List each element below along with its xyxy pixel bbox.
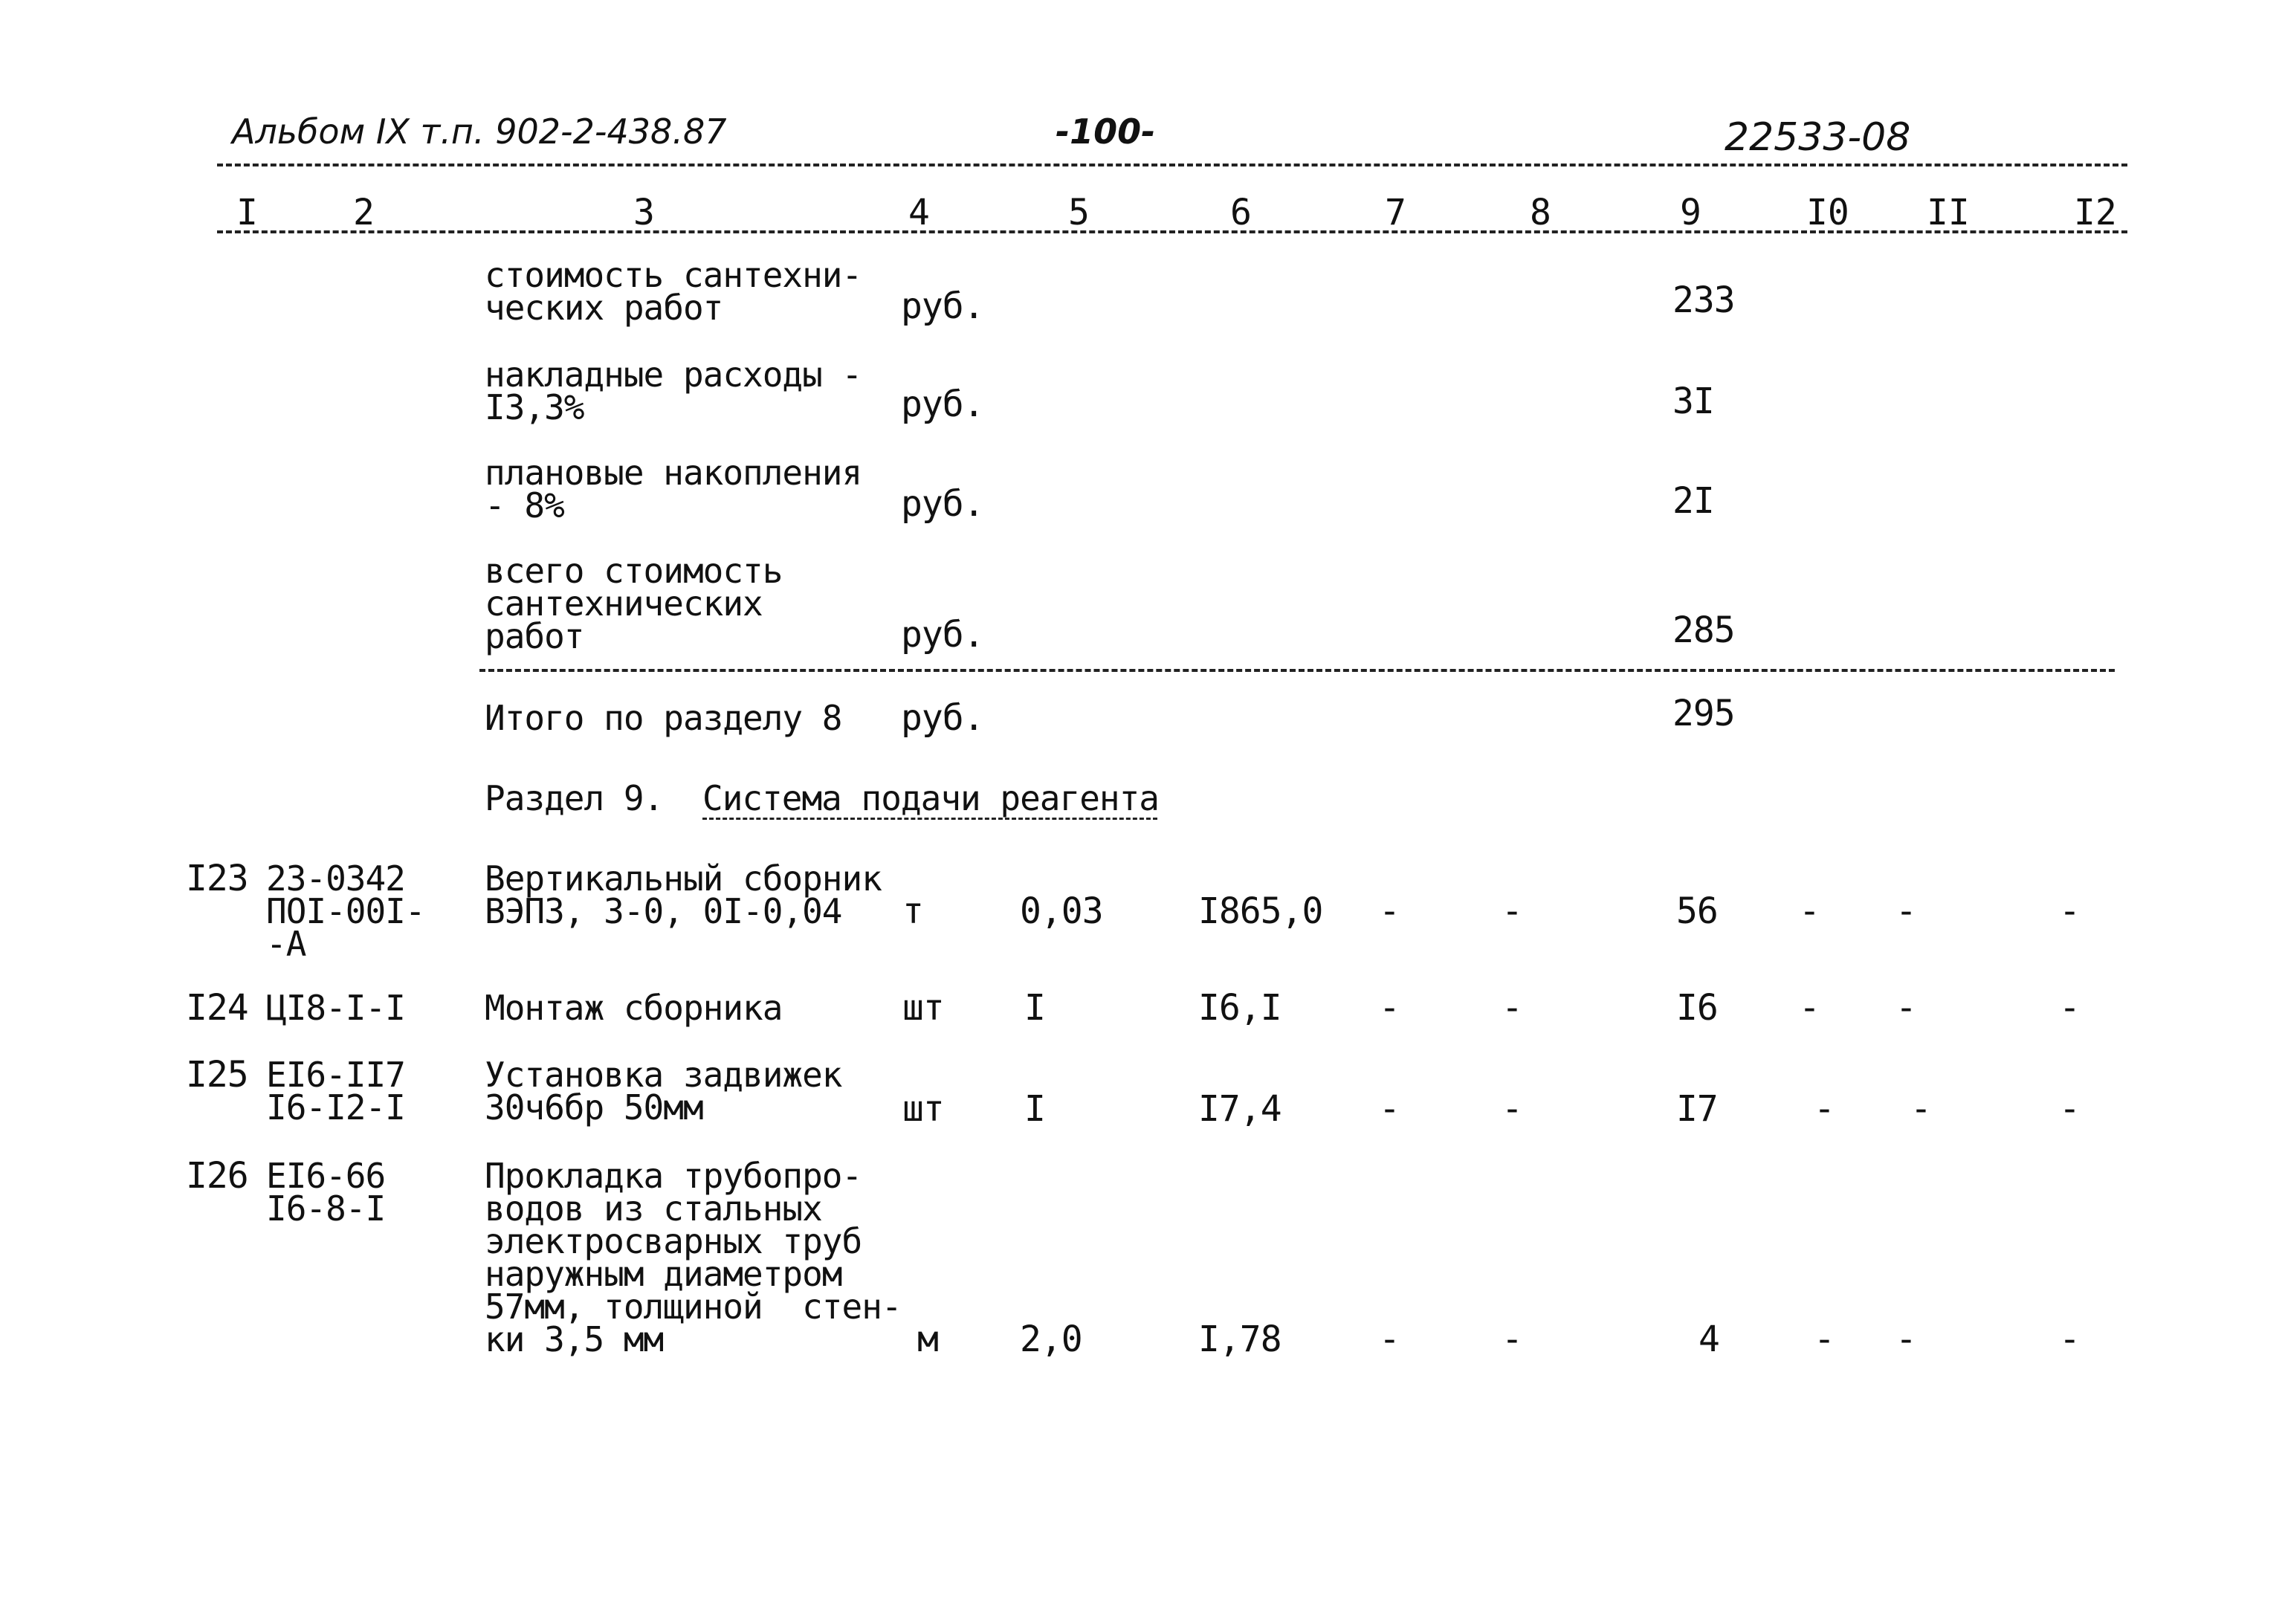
section-name-underline (702, 818, 1157, 820)
item-col10: - (1814, 1088, 1835, 1130)
item-number: I26 (186, 1155, 248, 1197)
summary-description: плановые накопления - 8% (485, 453, 862, 525)
item-col10: - (1799, 987, 1820, 1029)
item-col8: - (1502, 1319, 1522, 1360)
summary-description: стоимость сантехни- ческих работ (485, 255, 862, 328)
item-col10: - (1799, 890, 1820, 932)
item-unit: м (917, 1319, 938, 1360)
item-col12: - (2059, 1319, 2080, 1360)
item-col11: - (1895, 1319, 1916, 1360)
column-header: I0 (1806, 192, 1849, 233)
section-total-unit: руб. (901, 697, 984, 739)
item-col10: - (1814, 1319, 1835, 1360)
column-header: II (1927, 192, 1970, 233)
item-description: Установка задвижек 30ч6бр 50мм (485, 1055, 842, 1128)
column-header: 2 (353, 192, 375, 233)
column-header: 5 (1068, 192, 1090, 233)
item-code: 23-0342 ПОI-00I- -А (266, 858, 425, 964)
item-number: I25 (186, 1054, 248, 1096)
item-col12: - (2059, 987, 2080, 1029)
summary-unit: руб. (901, 483, 984, 525)
section-name: Система подачи реагента (702, 778, 1159, 818)
item-unit: шт (902, 987, 944, 1029)
item-col12: - (2059, 1088, 2080, 1130)
page-number: -100- (1056, 111, 1156, 152)
header-divider (217, 164, 2127, 166)
item-description: Монтаж сборника (485, 988, 783, 1028)
item-quantity: I (1024, 1088, 1045, 1130)
section-total-value: 295 (1672, 693, 1735, 734)
item-col7: - (1379, 890, 1400, 932)
item-total: I6 (1676, 987, 1718, 1029)
section-number: Раздел 9. (485, 778, 664, 818)
item-quantity: 0,03 (1020, 890, 1103, 932)
item-col8: - (1502, 1088, 1522, 1130)
item-col11: - (1910, 1088, 1931, 1130)
item-description: Вертикальный сборник ВЭПЗ, 3-0, 0I-0,04 (485, 858, 882, 931)
item-code: ЦI8-I-I (266, 988, 405, 1028)
column-header: I2 (2074, 192, 2117, 233)
item-code: ЕI6-66 I6-8-I (266, 1156, 386, 1229)
item-quantity: 2,0 (1020, 1319, 1082, 1360)
column-header: 4 (908, 192, 930, 233)
item-unit-price: I6,I (1198, 987, 1281, 1029)
item-description: Прокладка трубопро- водов из стальных электросварных труб наружным диаметром 57мм, толщиной стен- ки 3,5 мм (485, 1156, 902, 1359)
item-col7: - (1379, 1319, 1400, 1360)
summary-total: 233 (1672, 279, 1735, 321)
item-total: I7 (1676, 1088, 1718, 1130)
section-total-divider (479, 669, 2115, 672)
summary-description: всего стоимость сантехнических работ (485, 551, 783, 656)
summary-description: накладные расходы - I3,3% (485, 355, 862, 427)
column-header: 3 (633, 192, 655, 233)
item-number: I23 (186, 858, 248, 899)
item-col7: - (1379, 987, 1400, 1029)
item-total: 56 (1676, 890, 1718, 932)
item-col7: - (1379, 1088, 1400, 1130)
column-header: 7 (1385, 192, 1406, 233)
summary-unit: руб. (901, 384, 984, 425)
column-header: I (236, 192, 258, 233)
item-col11: - (1895, 890, 1916, 932)
column-header-divider (217, 230, 2127, 233)
column-header: 9 (1680, 192, 1701, 233)
item-col12: - (2059, 890, 2080, 932)
item-unit-price: I865,0 (1198, 890, 1323, 932)
item-col11: - (1895, 987, 1916, 1029)
item-number: I24 (186, 987, 248, 1029)
column-header: 8 (1530, 192, 1551, 233)
summary-unit: руб. (901, 614, 984, 656)
item-total: 4 (1698, 1319, 1719, 1360)
column-header: 6 (1230, 192, 1252, 233)
section-total-label: Итого по разделу 8 (485, 698, 842, 738)
item-col8: - (1502, 890, 1522, 932)
summary-total: 3I (1672, 381, 1714, 422)
item-col8: - (1502, 987, 1522, 1029)
item-unit: т (902, 890, 923, 932)
item-quantity: I (1024, 987, 1045, 1029)
document-code: 22533-08 (1725, 115, 1911, 160)
summary-total: 2I (1672, 480, 1714, 522)
item-unit-price: I7,4 (1198, 1088, 1281, 1130)
item-unit: шт (902, 1088, 944, 1130)
summary-unit: руб. (901, 285, 984, 327)
album-reference: Альбом IX т.п. 902-2-438.87 (232, 111, 727, 152)
summary-total: 285 (1672, 609, 1735, 651)
item-unit-price: I,78 (1198, 1319, 1281, 1360)
item-code: ЕI6-II7 I6-I2-I (266, 1055, 405, 1128)
